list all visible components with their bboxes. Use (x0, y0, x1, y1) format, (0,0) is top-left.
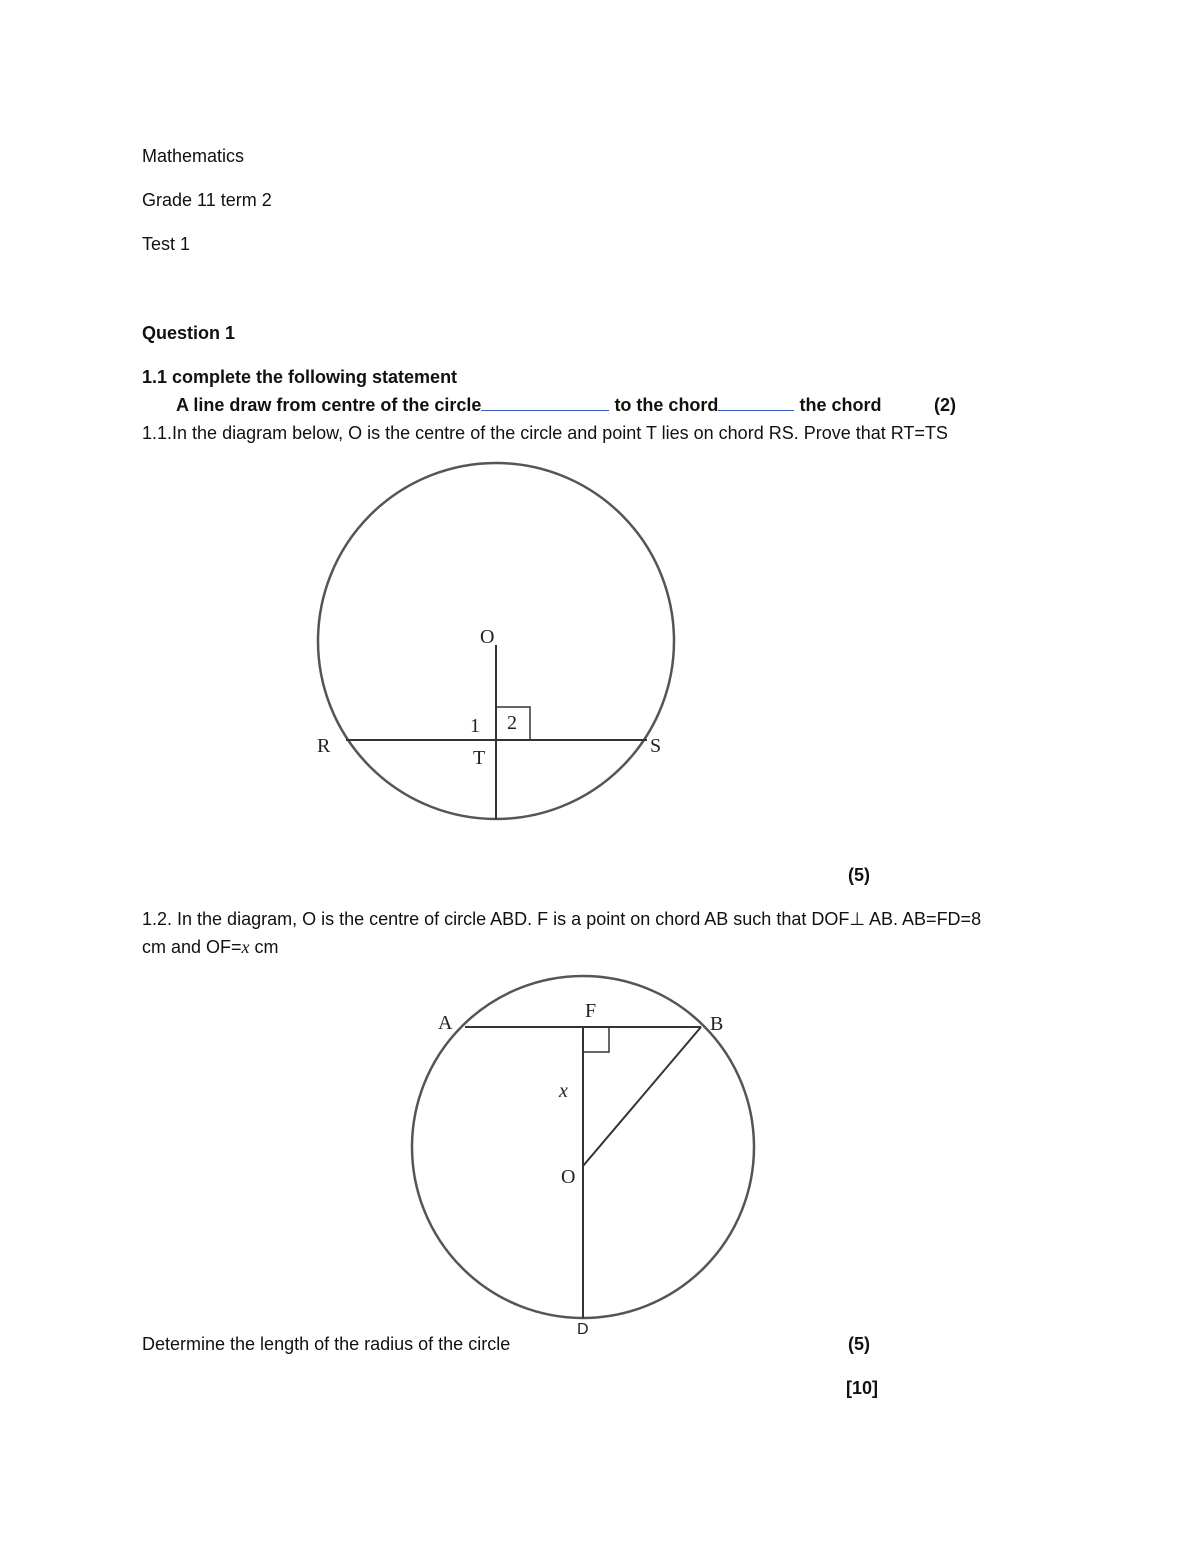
label-angle-2: 2 (507, 712, 517, 734)
statement-part3: the chord (799, 395, 882, 415)
total-marks: [10] (846, 1378, 879, 1398)
statement-part1: A line draw from centre of the circle (176, 395, 482, 415)
label-b: B (710, 1013, 724, 1035)
q1-1b-text: In the diagram below, O is the centre of the circle and point T lies on chord RS. Prove that RT=TS (172, 423, 948, 443)
q1-2-line2-a: cm and OF= (142, 937, 242, 957)
q1-2-marks: (5) (848, 1334, 870, 1354)
q1-2-line2-b: cm (249, 937, 279, 957)
label-a: A (438, 1012, 453, 1034)
q1-1b-marks: (5) (848, 865, 870, 885)
subject-title: Mathematics (142, 146, 245, 166)
q1-1-heading: 1.1 complete the following statement (142, 367, 458, 387)
right-angle-marker-f (583, 1027, 609, 1052)
label-x: x (559, 1080, 568, 1102)
q1-2-text-line1: 1.2. In the diagram, O is the centre of circle ABD. F is a point on chord AB such that DOF⊥ AB. AB=FD=8 (142, 909, 982, 929)
label-angle-1: 1 (470, 715, 480, 737)
label-d: D (577, 1321, 589, 1338)
statement-part2: to the chord (614, 395, 719, 415)
q1-1-marks: (2) (934, 395, 956, 415)
label-r: R (317, 735, 331, 757)
question-1-title: Question 1 (142, 323, 236, 343)
label-o2: O (561, 1166, 576, 1188)
grade-term: Grade 11 term 2 (142, 190, 272, 210)
test-number: Test 1 (142, 234, 191, 254)
label-s: S (650, 735, 662, 757)
q1-1b-number: 1.1. (142, 423, 173, 443)
label-o: O (480, 626, 495, 648)
label-f: F (585, 1000, 597, 1022)
q1-2-prompt: Determine the length of the radius of the circle (142, 1334, 511, 1354)
radius-ob (583, 1027, 701, 1166)
q1-2-line2-var: x (241, 937, 250, 957)
label-t: T (473, 747, 486, 769)
